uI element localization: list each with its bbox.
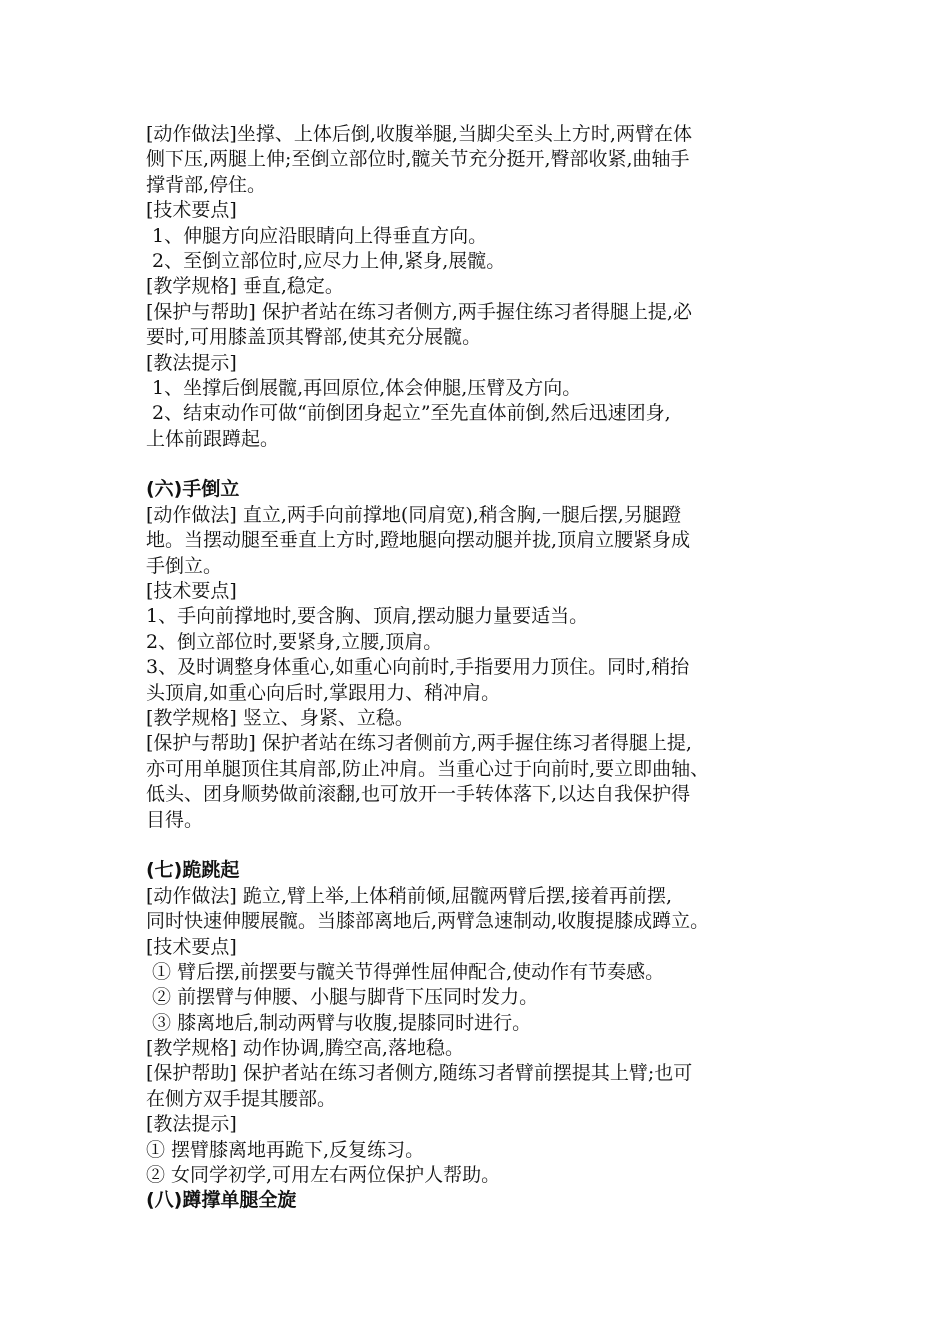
section-heading-7: (七)跪跳起 xyxy=(146,859,240,882)
text-line: [教学规格] 竖立、身紧、立稳。 xyxy=(146,706,414,729)
section-heading-6: (六)手倒立 xyxy=(146,478,240,501)
text-line: 地。当摆动腿至垂直上方时,蹬地腿向摆动腿并拢,顶肩立腰紧身成 xyxy=(146,529,691,552)
blank-line xyxy=(146,452,814,477)
text-line: 亦可用单腿顶住其肩部,防止冲肩。当重心过于向前时,要立即曲轴、 xyxy=(146,757,710,780)
text-line: 目得。 xyxy=(146,808,204,831)
text-line: 3、及时调整身体重心,如重心向前时,手指要用力顶住。同时,稍抬 xyxy=(146,656,690,679)
text-line: 1、手向前撑地时,要含胸、顶肩,摆动腿力量要适当。 xyxy=(146,605,589,628)
text-line: 2、至倒立部位时,应尽力上伸,紧身,展髋。 xyxy=(146,249,506,272)
text-line: ① 摆臂膝离地再跪下,反复练习。 xyxy=(146,1138,425,1161)
text-line: [技术要点] xyxy=(146,199,237,222)
text-line: 低头、团身顺势做前滚翻,也可放开一手转体落下,以达自我保护得 xyxy=(146,783,691,806)
section-heading-8: (八)蹲撑单腿全旋 xyxy=(146,1189,297,1212)
text-line: 在侧方双手提其腰部。 xyxy=(146,1087,337,1110)
text-line: 头顶肩,如重心向后时,掌跟用力、稍冲肩。 xyxy=(146,681,501,704)
text-line: [动作做法]坐撑、上体后倒,收腹举腿,当脚尖至头上方时,两臂在体 xyxy=(146,123,692,145)
text-line: 2、倒立部位时,要紧身,立腰,顶肩。 xyxy=(146,630,443,653)
text-line: [动作做法] 直立,两手向前撑地(同肩宽),稍含胸,一腿后摆,另腿蹬 xyxy=(146,503,681,526)
text-line: ③ 膝离地后,制动两臂与收腹,提膝同时进行。 xyxy=(146,1011,532,1034)
text-line: ② 前摆臂与伸腰、小腿与脚背下压同时发力。 xyxy=(146,986,539,1009)
text-line: [教法提示] xyxy=(146,351,237,374)
text-line: ① 臂后摆,前摆要与髋关节得弹性屈伸配合,使动作有节奏感。 xyxy=(146,960,665,983)
text-line: 要时,可用膝盖顶其臀部,使其充分展髋。 xyxy=(146,326,482,349)
text-line: 撑背部,停住。 xyxy=(146,173,267,196)
text-line: 手倒立。 xyxy=(146,554,223,577)
text-line: 上体前跟蹲起。 xyxy=(146,427,280,450)
blank-line xyxy=(146,833,814,858)
text-line: [保护与帮助] 保护者站在练习者侧方,两手握住练习者得腿上提,必 xyxy=(146,300,692,323)
document-body xyxy=(146,122,814,1214)
text-line: [教法提示] xyxy=(146,1113,237,1136)
text-line: [保护与帮助] 保护者站在练习者侧前方,两手握住练习者得腿上提, xyxy=(146,732,692,755)
text-line: 1、伸腿方向应沿眼睛向上得垂直方向。 xyxy=(146,224,488,247)
text-line: [技术要点] xyxy=(146,580,237,603)
text-line: [动作做法] 跪立,臂上举,上体稍前倾,屈髋两臂后摆,接着再前摆, xyxy=(146,884,673,907)
text-line: 2、结束动作可做“前倒团身起立”至先直体前倒,然后迅速团身, xyxy=(146,402,671,425)
text-line: [保护帮助] 保护者站在练习者侧方,随练习者臂前摆提其上臂;也可 xyxy=(146,1062,693,1085)
text-line: 侧下压,两腿上伸;至倒立部位时,髋关节充分挺开,臀部收紧,曲轴手 xyxy=(146,148,690,171)
text-line: [教学规格] 垂直,稳定。 xyxy=(146,275,344,298)
text-line: 同时快速伸腰展髋。当膝部离地后,两臂急速制动,收腹提膝成蹲立。 xyxy=(146,910,710,933)
text-line: 1、坐撑后倒展髋,再回原位,体会伸腿,压臂及方向。 xyxy=(146,376,582,399)
text-line: ② 女同学初学,可用左右两位保护人帮助。 xyxy=(146,1164,501,1187)
text-line: [教学规格] 动作协调,腾空高,落地稳。 xyxy=(146,1037,464,1060)
text-line: [技术要点] xyxy=(146,935,237,958)
